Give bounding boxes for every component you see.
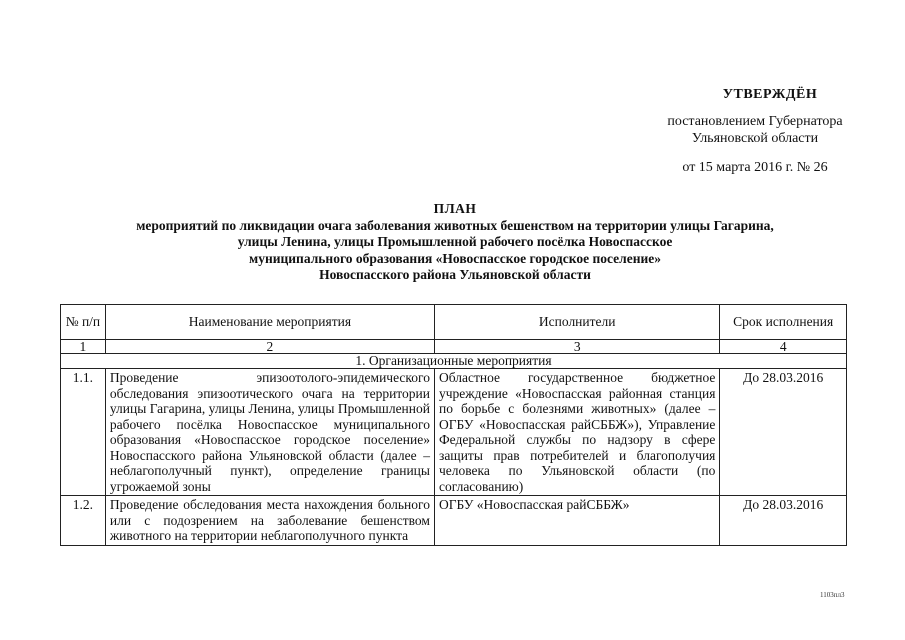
row-num: 1.2.: [61, 496, 106, 546]
plan-subtitle-line-2: улицы Ленина, улицы Промышленной рабочего посёлка Новоспасское: [237, 234, 673, 249]
row-term: До 28.03.2016: [720, 369, 847, 496]
row-name: Проведение эпизоотолого-эпидемического обследования эпизоотического очага на территории улицы Гагарина, улицы Ленина, улицы Промышленной рабочего посёлка Новоспасское муниципального образования «Новоспасское городское поселение» Новоспасского района Ульяновской области (далее – неблагополучный пункт), определение границы угрожаемой зоны: [105, 369, 434, 496]
measures-table: [60, 304, 847, 546]
column-number-2: 2: [105, 340, 434, 354]
approval-date: от 15 марта 2016 г. № 26: [682, 160, 828, 175]
column-number-1: 1: [61, 340, 106, 354]
row-executors: ОГБУ «Новоспасская райСББЖ»: [434, 496, 719, 546]
row-executors: Областное государственное бюджетное учреждение «Новоспасская районная станция по борьбе с болезнями животных» (далее – ОГБУ «Новоспасская райСББЖ»), Управление Федеральной службы по надзору в сфере защиты прав потребителей и благополучия человека по Ульяновской области (по согласованию): [434, 369, 719, 496]
plan-subtitle-line-1: мероприятий по ликвидации очага заболевания животных бешенством на территории улицы Гагарина,: [136, 217, 774, 233]
section-title: 1. Организационные мероприятия: [61, 354, 847, 369]
approval-block: [640, 86, 870, 176]
plan-subtitle-line-4: Новоспасского района Ульяновской области: [319, 267, 591, 282]
table-row: [61, 496, 847, 546]
column-number-3: 3: [434, 340, 719, 354]
plan-subtitle-line-3: муниципального образования «Новоспасское городское поселение»: [249, 250, 661, 266]
header-name: Наименование мероприятия: [105, 305, 434, 340]
document-code-stamp: 1103пл3: [820, 591, 845, 599]
approval-line-1: постановлением Губернатора: [667, 114, 843, 129]
header-num: № п/п: [61, 305, 106, 340]
column-numbers-row: [61, 340, 847, 354]
table-header-row: [61, 305, 847, 340]
header-executors: Исполнители: [434, 305, 719, 340]
column-number-4: 4: [720, 340, 847, 354]
section-row: [61, 354, 847, 369]
header-term: Срок исполнения: [720, 305, 847, 340]
row-num: 1.1.: [61, 369, 106, 496]
approval-word: УТВЕРЖДЁН: [722, 87, 818, 102]
plan-title: ПЛАН: [433, 201, 477, 216]
row-name: Проведение обследования места нахождения больного или с подозрением на заболевание бешенством животного на территории неблагополучного пункта: [105, 496, 434, 546]
approval-line-2: Ульяновской области: [691, 131, 819, 146]
table-row: [61, 369, 847, 496]
plan-heading: [90, 201, 820, 284]
row-term: До 28.03.2016: [720, 496, 847, 546]
